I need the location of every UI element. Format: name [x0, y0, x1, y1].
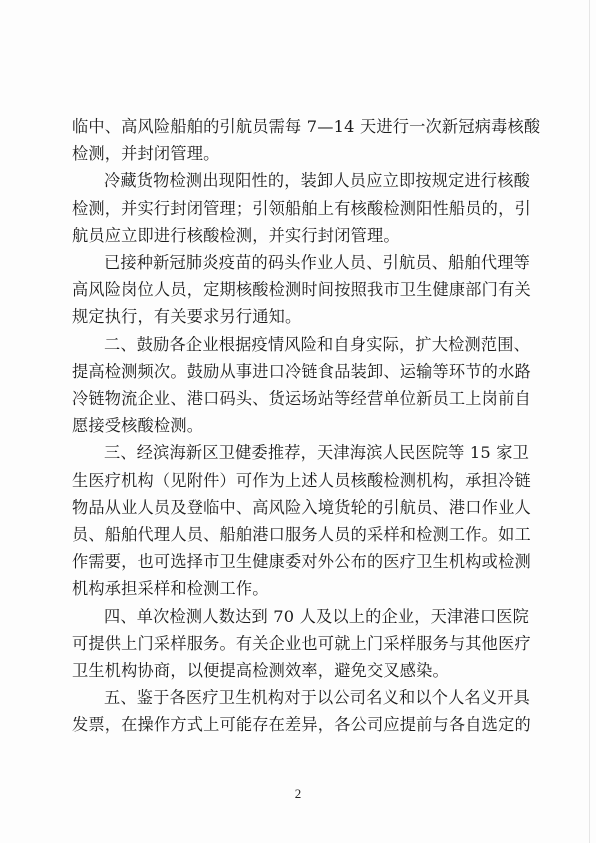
text-line: 已接种新冠肺炎疫苗的码头作业人员、引航员、船舶代理等: [104, 253, 531, 272]
text-line: 检测，并封闭管理。: [72, 144, 220, 163]
text-line: 可提供上门采样服务。有关企业也可就上门采样服务与其他医疗: [72, 634, 531, 653]
text-line: 作需要，也可选择市卫生健康委对外公布的医疗卫生机构或检测: [72, 552, 531, 571]
text-line: 提高检测频次。鼓励从事进口冷链食品装卸、运输等环节的水路: [72, 362, 531, 381]
text-line: 航员应立即进行核酸检测，并实行封闭管理。: [72, 226, 400, 245]
text-line: 三、经滨海新区卫健委推荐，天津海滨人民医院等 15 家卫: [104, 443, 529, 462]
text-line: 生医疗机构（见附件）可作为上述人员核酸检测机构，承担冷链: [72, 471, 531, 490]
text-line: 员、船舶代理人员、船舶港口服务人员的采样和检测工作。如工: [72, 525, 531, 544]
text-line: 物品从业人员及登临中、高风险入境货轮的引航员、港口作业人: [72, 498, 531, 517]
text-line: 机构承担采样和检测工作。: [72, 579, 269, 598]
page-edge: [589, 0, 590, 843]
text-line: 卫生机构协商，以便提高检测效率，避免交叉感染。: [72, 661, 449, 680]
text-line: 检测，并实行封闭管理；引领船舶上有核酸检测阳性船员的，引: [72, 199, 531, 218]
text-line: 临中、高风险船舶的引航员需每 7—14 天进行一次新冠病毒核酸: [72, 117, 541, 136]
text-line: 愿接受核酸检测。: [72, 416, 204, 435]
text-line: 四、单次检测人数达到 70 人及以上的企业，天津港口医院: [104, 607, 529, 626]
text-line: 五、鉴于各医疗卫生机构对于以公司名义和以个人名义开具: [104, 688, 531, 707]
text-line: 规定执行，有关要求另行通知。: [72, 307, 302, 326]
text-line: 发票，在操作方式上可能存在差异，各公司应提前与各自选定的: [72, 715, 531, 734]
text-line: 高风险岗位人员，定期核酸检测时间按照我市卫生健康部门有关: [72, 280, 531, 299]
text-line: 冷链物流企业、港口码头、货运场站等经营单位新员工上岗前自: [72, 389, 531, 408]
page-number: 2: [294, 786, 302, 801]
text-line: 二、鼓励各企业根据疫情风险和自身实际，扩大检测范围、: [104, 335, 531, 354]
text-line: 冷藏货物检测出现阳性的，装卸人员应立即按规定进行核酸: [104, 171, 531, 190]
